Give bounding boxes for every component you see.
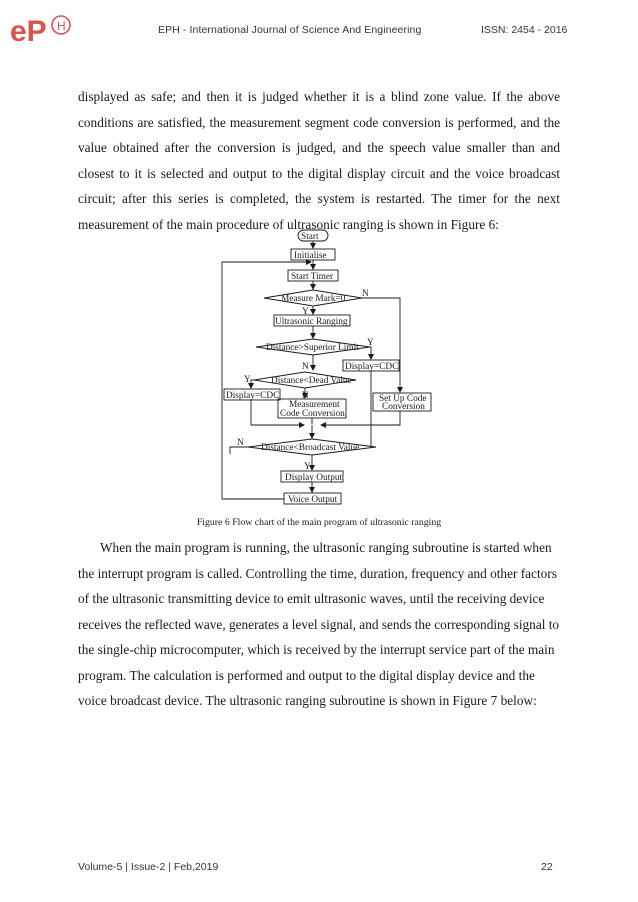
dead-value-decision: [254, 372, 356, 388]
superior-limit-decision: [256, 339, 370, 355]
issn: ISSN: 2454 - 2016: [481, 24, 568, 36]
broadcast-value-decision: [248, 439, 376, 455]
logo-mark: H: [57, 19, 66, 33]
node-ultrasonic-ranging: Ultrasonic Ranging: [275, 317, 348, 327]
node-display-output: Display Output: [285, 473, 343, 483]
node-measurement-line1: Measurement: [289, 400, 340, 410]
journal-logo: [6, 8, 78, 48]
measurement-code-conversion-box: [278, 399, 346, 418]
label-y-broadcast-value: Y: [304, 462, 311, 472]
node-setup-line1: Set Up Code: [379, 394, 427, 404]
node-start-timer: Start Timer: [291, 272, 334, 282]
start-timer-box: [288, 270, 338, 281]
volume-issue: Volume-5 | Issue-2 | Feb,2019: [78, 861, 219, 873]
voice-output-box: [284, 493, 341, 504]
label-y-dead-value: Y: [244, 375, 251, 385]
display-output-box: [281, 471, 343, 482]
node-start: Start: [301, 232, 319, 242]
node-voice-output: Voice Output: [288, 495, 338, 505]
logo-text: eP: [10, 15, 47, 48]
measure-mark-decision: [264, 290, 362, 306]
node-display-cdc-left: Display=CDC: [226, 391, 280, 401]
node-superior-limit: Distance>Superior Limit: [266, 343, 359, 353]
node-measurement-line2: Code Conversion: [280, 409, 345, 419]
display-cdc-right-box: [343, 360, 399, 371]
paragraph-2-text: When the main program is running, the ultrasonic ranging subroutine is started when the interrupt program is called. Controlling the time, duration, frequency and other factors of the ultrasonic transmitting device to emit ultrasonic waves, until the receiving device receives the reflected wave, generates a level signal, and sends the corresponding signal to the single-chip microcomputer, which is received by the interrupt service part of the main program. The calculation is performed and output to the digital display device and the voice broadcast device. The ultrasonic ranging subroutine is shown in Figure 7 below:: [78, 540, 560, 708]
initialise-box: [291, 249, 335, 260]
paragraph-1: displayed as safe; and then it is judged whether it is a blind zone value. If the above conditions are satisfied, the measurement segment code conversion is performed, and the value obtained after the conversion is judged, and the speech value smaller than and closest to it is selected and output to the digital display circuit and the voice broadcast circuit; after this series is completed, the system is restarted. The timer for the next measurement of the main procedure of ultrasonic ranging is shown in Figure 6:: [78, 89, 560, 232]
node-broadcast-value: Distance<Broadcast Value: [261, 443, 360, 453]
label-n-superior-limit: N: [302, 362, 309, 372]
node-dead-value: Distance<Dead Value: [271, 376, 352, 386]
page-number: 22: [541, 861, 553, 873]
display-cdc-left-box: [224, 389, 280, 400]
node-measure-mark: Measure Mark=0: [281, 294, 346, 304]
paragraph-2: [78, 535, 560, 714]
label-n-dead-value: N: [302, 391, 309, 401]
label-y-superior-limit: Y: [367, 338, 374, 348]
journal-title: EPH - International Journal of Science And Engineering: [158, 24, 422, 36]
label-y-measure-mark: Y: [302, 307, 309, 317]
node-display-cdc-right: Display=CDC: [345, 362, 399, 372]
figure-caption: Figure 6 Flow chart of the main program of ultrasonic ranging: [196, 517, 442, 528]
label-n-broadcast-value: N: [237, 438, 244, 448]
node-initialise: Initialise: [294, 251, 327, 261]
setup-code-conversion-box: [373, 393, 431, 411]
node-setup-line2: Conversion: [382, 402, 425, 412]
label-n-measure-mark: N: [362, 289, 369, 299]
ultrasonic-ranging-box: [274, 315, 350, 326]
